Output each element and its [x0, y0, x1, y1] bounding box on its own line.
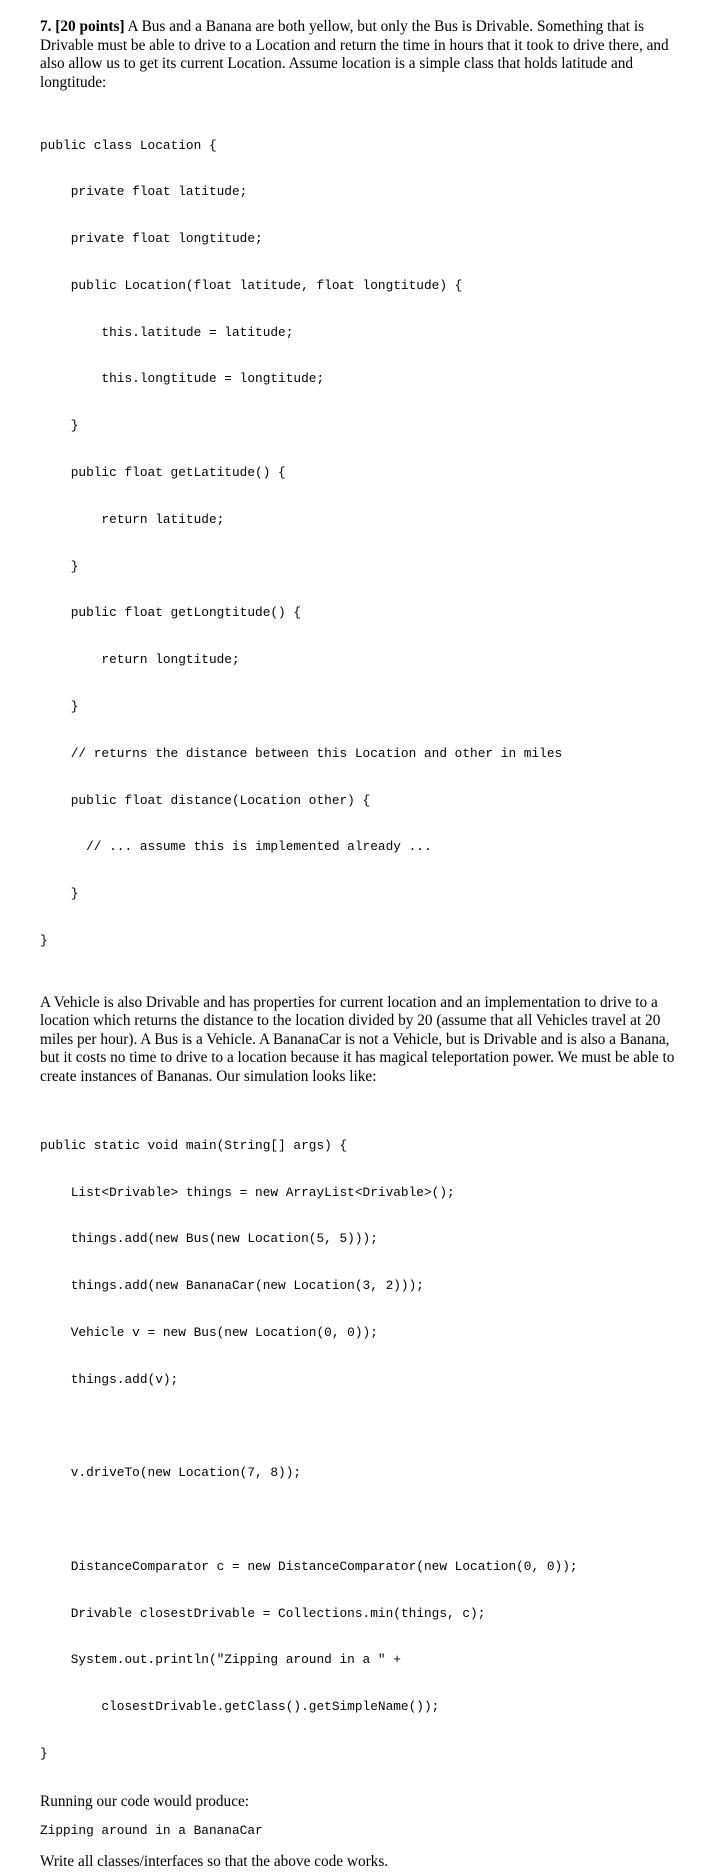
code-line: public float getLongtitude() {: [40, 605, 302, 621]
code-line: public Location(float latitude, float longtitude) {: [40, 277, 463, 293]
code-line: public float distance(Location other) {: [40, 792, 371, 808]
program-output: Zipping around in a BananaCar: [40, 1823, 263, 1839]
code-line: [40, 1418, 680, 1434]
code-line: System.out.println("Zipping around in a " +: [40, 1652, 401, 1668]
code-line: }: [40, 932, 48, 948]
code-line: [40, 1512, 680, 1528]
code-line: public static void main(String[] args) {: [40, 1137, 348, 1153]
code-line: }: [40, 886, 79, 902]
code-line: public float getLatitude() {: [40, 465, 286, 481]
question-page: [40, 18, 680, 1872]
question-intro: [40, 18, 680, 92]
code-line: things.add(new Bus(new Location(5, 5)));: [40, 1231, 378, 1247]
question-number: 7. [20 points]: [40, 18, 125, 35]
code-line: // ... assume this is implemented already ...: [40, 839, 432, 855]
code-line: }: [40, 418, 79, 434]
vehicle-description: A Vehicle is also Drivable and has properties for current location and an implementation to drive to a location which returns the distance to the location divided by 20 (assume that all Vehicles travel at 20 miles per hour). A Bus is a Vehicle. A BananaCar is not a Vehicle, but is Drivable and is also a Banana, but it costs no time to drive to a location because it has magical teleportation power. We must be able to create instances of Bananas. Our simulation looks like:: [40, 993, 675, 1085]
code-line: public class Location {: [40, 137, 217, 153]
main-method-code: [40, 1107, 680, 1793]
code-line: return latitude;: [40, 511, 225, 527]
code-line: v.driveTo(new Location(7, 8));: [40, 1465, 302, 1481]
code-line: }: [40, 1745, 48, 1761]
code-line: this.latitude = latitude;: [40, 324, 294, 340]
code-line: private float latitude;: [40, 184, 248, 200]
code-line: Drivable closestDrivable = Collections.min(things, c);: [40, 1605, 486, 1621]
code-line: return longtitude;: [40, 652, 240, 668]
code-line: // returns the distance between this Location and other in miles: [40, 745, 563, 761]
code-line: things.add(new BananaCar(new Location(3, 2)));: [40, 1278, 424, 1294]
code-line: DistanceComparator c = new DistanceComparator(new Location(0, 0));: [40, 1558, 578, 1574]
code-line: Vehicle v = new Bus(new Location(0, 0));: [40, 1324, 378, 1340]
code-line: closestDrivable.getClass().getSimpleName());: [40, 1699, 440, 1715]
running-text: Running our code would produce:: [40, 1792, 250, 1810]
location-class-code: [40, 106, 680, 979]
instruction-text: Write all classes/interfaces so that the above code works.: [40, 1852, 389, 1870]
question-intro-text: A Bus and a Banana are both yellow, but only the Bus is Drivable. Something that is Drivable must be able to drive to a Location and return the time in hours that it took to drive there, and also allow us to get its current Location. Assume location is a simple class that holds latitude and longtitude:: [40, 18, 669, 91]
code-line: things.add(v);: [40, 1371, 179, 1387]
code-line: }: [40, 558, 79, 574]
code-line: }: [40, 698, 79, 714]
code-line: private float longtitude;: [40, 231, 263, 247]
code-line: List<Drivable> things = new ArrayList<Drivable>();: [40, 1184, 455, 1200]
code-line: this.longtitude = longtitude;: [40, 371, 325, 387]
